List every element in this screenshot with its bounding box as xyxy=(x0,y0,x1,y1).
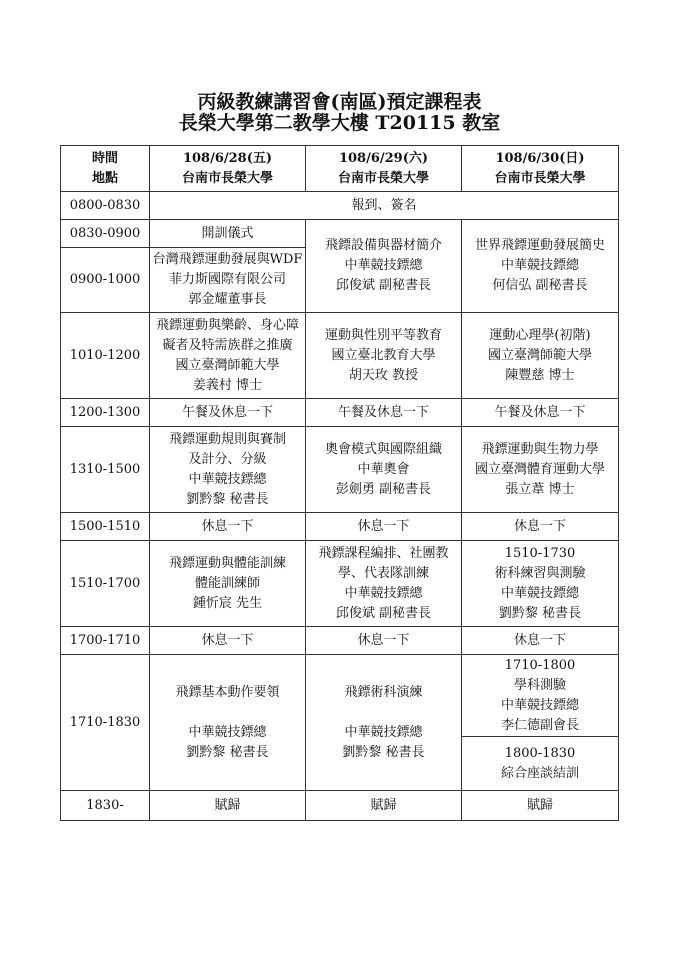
session-line: 飛鏢運動與體能訓練 xyxy=(168,555,286,571)
session-line: 飛鏢設備與器材簡介 xyxy=(324,238,442,253)
time-cell: 1010-1200 xyxy=(61,313,150,399)
break-cell: 休息一下 xyxy=(150,627,306,655)
break-cell: 休息一下 xyxy=(306,627,462,655)
dismiss-cell: 賦歸 xyxy=(150,791,306,821)
session-line: 中華競技鏢總 xyxy=(500,585,579,601)
session-line: 邱俊斌 副秘書長 xyxy=(335,278,432,293)
day-date: 108/6/30(日) xyxy=(495,150,585,166)
session-line: 奧會模式與國際組織 xyxy=(324,441,442,457)
session-cell xyxy=(150,248,306,313)
session-line: 中華競技鏢總 xyxy=(188,471,267,487)
session-cell xyxy=(306,541,462,627)
break-cell: 休息一下 xyxy=(306,513,462,541)
session-line: 運動心理學(初階) xyxy=(489,327,591,343)
session-line: 1800-1830 xyxy=(504,745,576,761)
table-row xyxy=(61,655,619,737)
session-line: 礙者及特需族群之推廣 xyxy=(162,337,293,353)
table-row xyxy=(61,313,619,399)
session-line: 及計分、分級 xyxy=(188,451,267,467)
session-cell xyxy=(150,655,306,791)
session-line: 劉黔黎 秘書長 xyxy=(186,744,269,760)
table-row xyxy=(61,399,619,427)
session-line: 台灣飛鏢運動發展與WDF xyxy=(152,252,303,267)
session-line: 1710-1800 xyxy=(504,657,576,673)
session-cell xyxy=(462,541,619,627)
dismiss-cell: 賦歸 xyxy=(306,791,462,821)
session-cell xyxy=(306,313,462,399)
day-date: 108/6/29(六) xyxy=(338,150,429,166)
session-line: 劉黔黎 秘書長 xyxy=(342,744,425,760)
session-line: 國立臺北教育大學 xyxy=(331,347,436,363)
session-line: 國立臺灣師範大學 xyxy=(175,357,280,373)
time-cell: 1510-1700 xyxy=(61,541,150,627)
opening-cell: 開訓儀式 xyxy=(150,220,306,248)
session-line: 綜合座談結訓 xyxy=(500,765,579,781)
session-line: 國立臺灣體育運動大學 xyxy=(474,461,605,477)
dismiss-cell: 賦歸 xyxy=(462,791,619,821)
header-time-place xyxy=(61,146,150,192)
header-day-2 xyxy=(306,146,462,192)
session-line: 學科測驗 xyxy=(513,677,566,693)
day-place: 台南市長榮大學 xyxy=(181,170,273,186)
session-cell xyxy=(306,220,462,313)
session-line: 體能訓練師 xyxy=(194,575,260,591)
session-line: 鍾忻宸 先生 xyxy=(192,595,263,611)
page-title: 丙級教練講習會(南區)預定課程表 xyxy=(197,91,482,113)
session-line: 飛鏢運動與樂齡、身心障 xyxy=(155,317,299,333)
time-cell: 1710-1830 xyxy=(61,655,150,791)
session-line: 飛鏢運動與生物力學 xyxy=(481,441,599,457)
session-line: 術科練習與測驗 xyxy=(494,565,586,581)
table-row xyxy=(61,791,619,821)
session-line: 劉黔黎 秘書長 xyxy=(498,605,582,621)
session-cell xyxy=(462,313,619,399)
break-cell: 休息一下 xyxy=(462,627,619,655)
session-line: 學、代表隊訓練 xyxy=(337,565,429,581)
session-cell xyxy=(462,737,619,791)
time-cell: 1700-1710 xyxy=(61,627,150,655)
page-subtitle: 長榮大學第二教學大樓 T20115 教室 xyxy=(178,112,501,134)
time-cell: 1200-1300 xyxy=(61,399,150,427)
table-row xyxy=(61,627,619,655)
session-line: 李仁德副會長 xyxy=(500,717,579,733)
time-cell: 0800-0830 xyxy=(61,192,150,220)
session-line: 郭金耀董事長 xyxy=(188,292,267,307)
table-row xyxy=(61,192,619,220)
session-line: 中華競技鏢總 xyxy=(344,258,423,273)
session-cell xyxy=(150,427,306,513)
break-cell: 休息一下 xyxy=(150,513,306,541)
header-time: 時間 xyxy=(91,150,118,166)
registration-cell: 報到、簽名 xyxy=(150,192,619,220)
day-date: 108/6/28(五) xyxy=(182,150,273,166)
session-line: 胡天玫 教授 xyxy=(348,367,419,383)
session-line: 邱俊斌 副秘書長 xyxy=(335,605,432,621)
table-row xyxy=(61,220,619,248)
header-day-3 xyxy=(462,146,619,192)
session-line: 中華競技鏢總 xyxy=(500,697,579,713)
session-line: 世界飛鏢運動發展簡史 xyxy=(474,238,605,253)
day-place: 台南市長榮大學 xyxy=(494,170,586,186)
session-line: 國立臺灣師範大學 xyxy=(487,347,592,363)
session-line: 陳豐慈 博士 xyxy=(505,367,575,383)
lunch-cell: 午餐及休息一下 xyxy=(150,399,306,427)
session-line: 菲力斯國際有限公司 xyxy=(168,272,286,287)
schedule-table xyxy=(60,145,619,821)
session-line: 中華競技鏢總 xyxy=(344,585,423,601)
lunch-cell: 午餐及休息一下 xyxy=(306,399,462,427)
session-line: 中華競技鏢總 xyxy=(188,724,267,740)
session-cell xyxy=(306,427,462,513)
session-line: 飛鏢術科演練 xyxy=(344,684,423,700)
session-line: 張立葦 博士 xyxy=(505,481,575,497)
break-cell: 休息一下 xyxy=(462,513,619,541)
session-line: 中華奧會 xyxy=(357,461,410,477)
session-cell xyxy=(150,541,306,627)
header-row xyxy=(61,146,619,192)
time-cell: 1830- xyxy=(61,791,150,821)
session-line: 中華競技鏢總 xyxy=(344,724,423,740)
lunch-cell: 午餐及休息一下 xyxy=(462,399,619,427)
session-cell xyxy=(462,655,619,737)
session-line: 彭劍勇 副秘書長 xyxy=(335,481,432,497)
session-cell xyxy=(306,655,462,791)
table-row xyxy=(61,427,619,513)
session-line: 1510-1730 xyxy=(504,545,576,561)
time-cell: 1500-1510 xyxy=(61,513,150,541)
time-cell: 1310-1500 xyxy=(61,427,150,513)
session-line: 飛鏢運動規則與賽制 xyxy=(168,431,286,447)
session-cell xyxy=(462,220,619,313)
session-line: 姜義村 博士 xyxy=(192,377,263,393)
session-cell xyxy=(462,427,619,513)
header-place: 地點 xyxy=(91,170,118,186)
table-row xyxy=(61,513,619,541)
session-line: 飛鏢課程編排、社團教 xyxy=(318,545,449,561)
header-day-1 xyxy=(150,146,306,192)
session-line: 中華競技鏢總 xyxy=(500,258,579,273)
time-cell: 0900-1000 xyxy=(61,248,150,313)
day-place: 台南市長榮大學 xyxy=(337,170,429,186)
time-cell: 0830-0900 xyxy=(61,220,150,248)
session-line: 何信弘 副秘書長 xyxy=(492,278,588,293)
session-line: 運動與性別平等教育 xyxy=(324,327,442,343)
session-cell xyxy=(150,313,306,399)
session-line: 劉黔黎 秘書長 xyxy=(186,491,269,507)
session-line: 飛鏢基本動作要領 xyxy=(175,684,280,700)
table-row xyxy=(61,541,619,627)
